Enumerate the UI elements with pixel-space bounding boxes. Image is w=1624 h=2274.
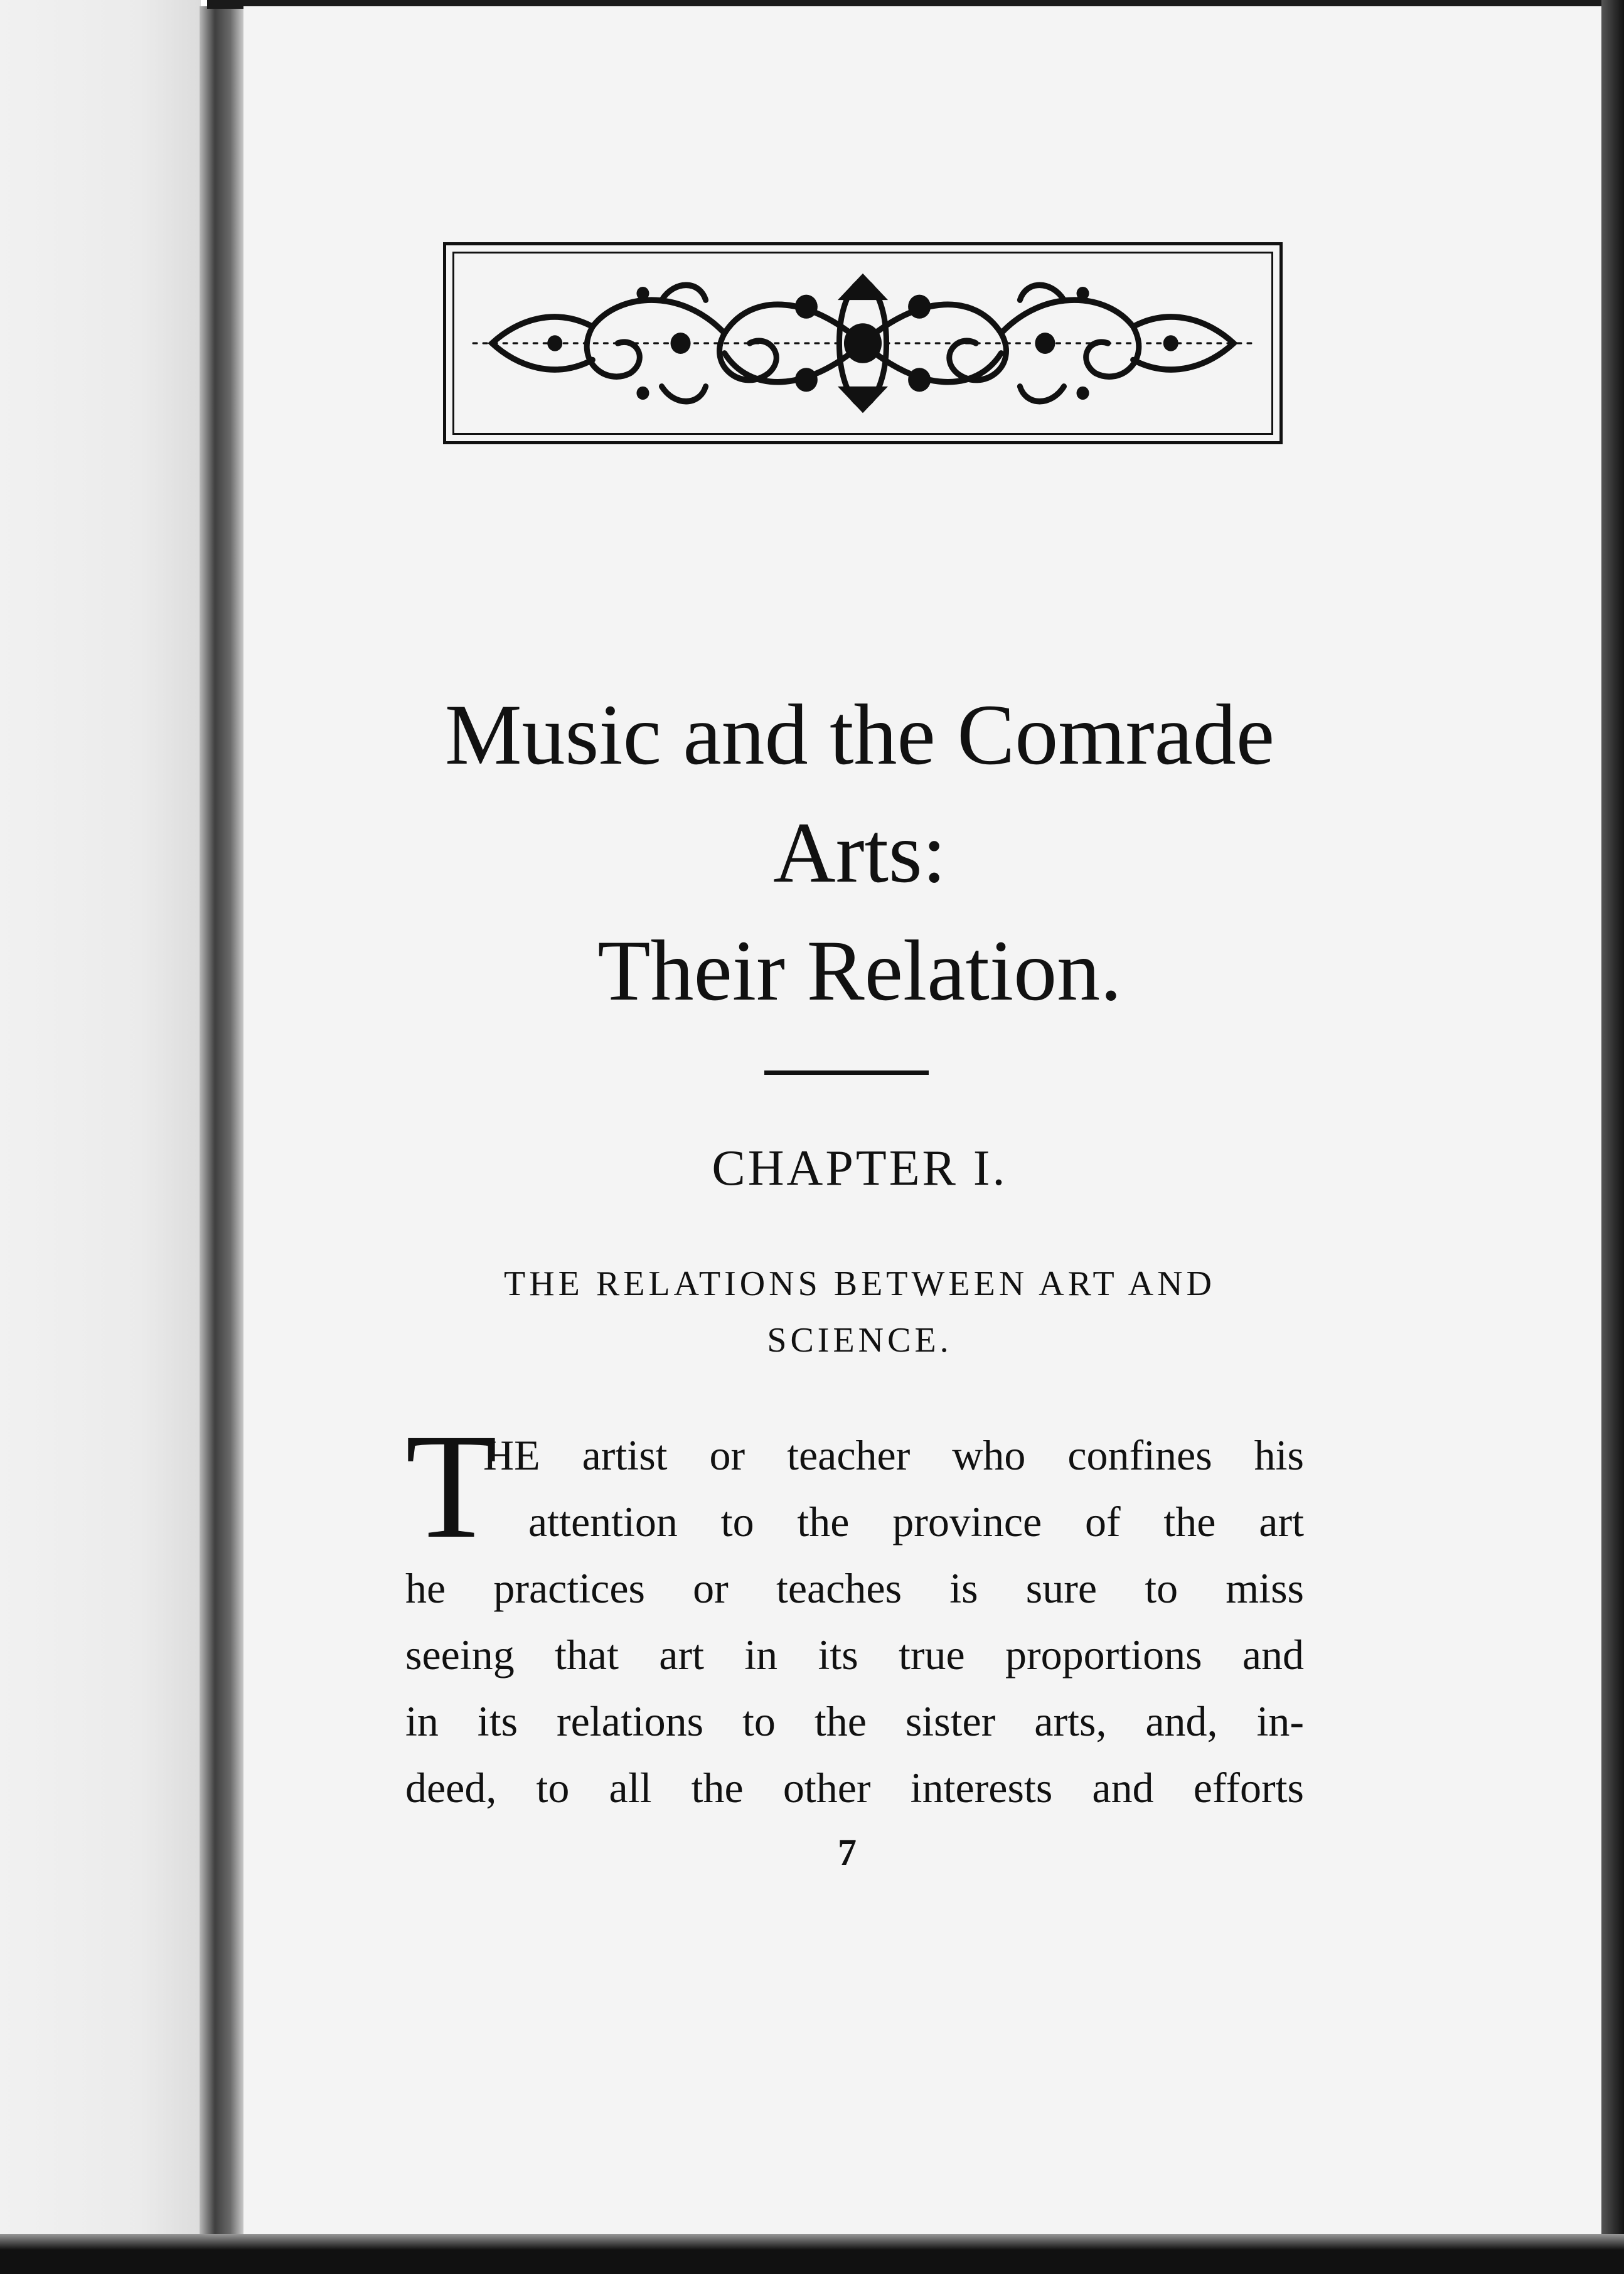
book-title-line-3: Their Relation. (597, 922, 1122, 1018)
body-line: he practices or teaches is sure to miss (405, 1564, 1304, 1612)
section-heading-line-1: THE RELATIONS BETWEEN ART AND (504, 1264, 1215, 1303)
section-heading-line-2: SCIENCE. (767, 1321, 953, 1360)
decorative-headpiece (443, 242, 1283, 444)
body-line: seeing that art in its true proportions and (405, 1631, 1304, 1679)
body-paragraph (405, 1402, 1304, 1821)
scan-bottom-edge (0, 2234, 1624, 2274)
headpiece-inner-frame (452, 252, 1273, 435)
scrollwork-ornament-icon (454, 254, 1271, 433)
book-gutter (200, 6, 243, 2240)
page-number: 7 (838, 1832, 857, 1873)
body-line: deed, to all the other interests and efforts (405, 1764, 1304, 1812)
body-line: attention to the province of the art (528, 1498, 1304, 1545)
body-line: HE artist or teacher who confines his (483, 1431, 1304, 1479)
chapter-heading: CHAPTER I. (712, 1141, 1008, 1196)
body-line: in its relations to the sister arts, and, in- (405, 1697, 1304, 1745)
book-title-line-2: Arts: (773, 804, 946, 900)
book-title-line-1: Music and the Comrade (444, 686, 1275, 782)
scan-right-edge (1601, 0, 1624, 2274)
title-divider-rule (764, 1070, 929, 1075)
left-page (0, 0, 201, 2274)
drop-cap: T (405, 1402, 498, 1569)
